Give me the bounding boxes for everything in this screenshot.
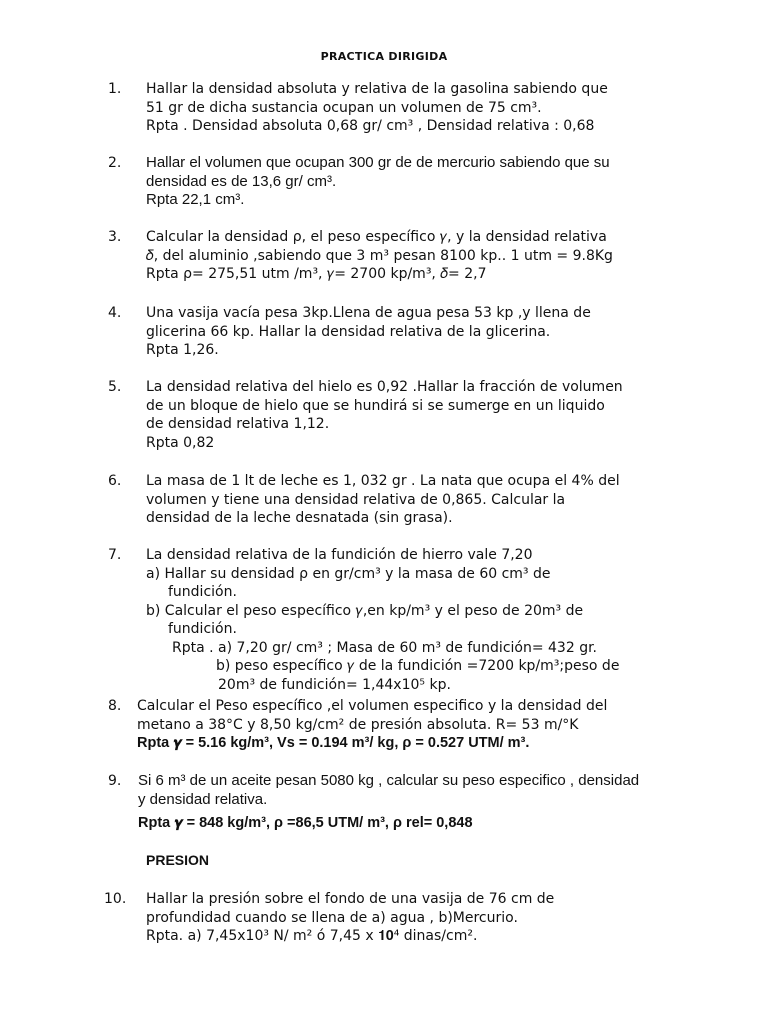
problem-text-line: Calcular la densidad ρ, el peso específico 𝛾, y la densidad relativa: [146, 229, 607, 245]
answer-line: Rpta . a) 7,20 gr/ cm³ ; Masa de 60 m³ de fundición= 432 gr.: [172, 639, 598, 656]
problem-number: 9.: [108, 773, 122, 789]
subquestion-b-continuation: fundición.: [168, 621, 237, 637]
problem-text-line: Hallar la densidad absoluta y relativa de la gasolina sabiendo que: [146, 81, 608, 97]
problem-number: 5.: [108, 379, 122, 395]
answer-line: Rpta 1,26.: [146, 342, 219, 358]
answer-line: 20m³ de fundición= 1,44x10⁵ kp.: [218, 676, 451, 693]
problem-text-line: Si 6 m³ de un aceite pesan 5080 kg , calcular su peso especifico , densidad: [138, 772, 640, 789]
answer-line: Rpta ρ= 275,51 utm /m³, 𝛾= 2700 kp/m³, 𝛿= 2,7: [146, 266, 487, 282]
problem-number: 1.: [108, 81, 122, 97]
problem-text-line: glicerina 66 kp. Hallar la densidad relativa de la glicerina.: [146, 323, 551, 340]
problem-number: 8.: [108, 698, 122, 714]
answer-line: Rpta 𝜸 = 5.16 kg/m³, Vs = 0.194 m³/ kg, ρ = 0.527 UTM/ m³.: [137, 735, 530, 751]
problem-text-line: Hallar el volumen que ocupan 300 gr de de mercurio sabiendo que su: [146, 154, 610, 171]
problem-text-line: Una vasija vacía pesa 3kp.Llena de agua pesa 53 kp ,y llena de: [146, 305, 591, 321]
answer-line: Rpta 0,82: [146, 434, 215, 451]
answer-line: Rpta 𝜸 = 848 kg/m³, ρ =86,5 UTM/ m³, ρ rel= 0,848: [138, 815, 473, 831]
problem-text-line: La densidad relativa de la fundición de hierro vale 7,20: [146, 547, 533, 563]
problem-number: 7.: [108, 547, 122, 563]
problem-text-line: La densidad relativa del hielo es 0,92 .Hallar la fracción de volumen: [146, 379, 623, 395]
problem-number: 4.: [108, 305, 122, 321]
problem-text-line: 51 gr de dicha sustancia ocupan un volumen de 75 cm³.: [146, 99, 542, 116]
answer-line: Rpta . Densidad absoluta 0,68 gr/ cm³ , Densidad relativa : 0,68: [146, 118, 595, 134]
page-title: PRACTICA DIRIGIDA: [320, 50, 448, 63]
problem-7: [108, 546, 668, 696]
problem-text-line: Hallar la presión sobre el fondo de una vasija de 76 cm de: [146, 891, 555, 907]
subquestion-a-continuation: fundición.: [168, 584, 237, 600]
problem-text-line: y densidad relativa.: [138, 790, 268, 808]
answer-line: Rpta. a) 7,45x10³ N/ m² ó 7,45 x 𝟏𝟎⁴ dinas/cm².: [146, 928, 478, 944]
section-heading: PRESION: [146, 852, 210, 868]
problem-number: 2.: [108, 155, 122, 171]
subquestion-a: a) Hallar su densidad ρ en gr/cm³ y la masa de 60 cm³ de: [146, 565, 551, 582]
problem-number: 3.: [108, 229, 122, 245]
answer-line: b) peso específico 𝛾 de la fundición =7200 kp/m³;peso de: [216, 658, 620, 674]
answer-line: Rpta 22,1 cm³.: [146, 191, 245, 208]
problem-text-line: densidad de la leche desnatada (sin grasa).: [146, 510, 453, 526]
problem-text-line: de densidad relativa 1,12.: [146, 416, 330, 432]
problem-number: 6.: [108, 473, 122, 489]
problem-text-line: profundidad cuando se llena de a) agua , b)Mercurio.: [146, 909, 518, 926]
problem-text-line: densidad es de 13,6 gr/ cm³.: [146, 172, 337, 190]
problem-text-line: La masa de 1 lt de leche es 1, 032 gr . La nata que ocupa el 4% del: [146, 473, 620, 489]
problem-text-line: 𝛿, del aluminio ,sabiendo que 3 m³ pesan 8100 kp.. 1 utm = 9.8Kg: [146, 247, 613, 264]
problem-number: 10.: [104, 891, 127, 907]
problem-text-line: metano a 38°C y 8,50 kg/cm² de presión absoluta. R= 53 m/°K: [137, 716, 579, 733]
problem-text-line: Calcular el Peso específico ,el volumen especifico y la densidad del: [137, 698, 608, 714]
problem-text-line: de un bloque de hielo que se hundirá si se sumerge en un liquido: [146, 397, 605, 414]
problem-text-line: volumen y tiene una densidad relativa de 0,865. Calcular la: [146, 491, 566, 508]
subquestion-b: b) Calcular el peso específico 𝛾,en kp/m³ y el peso de 20m³ de: [146, 602, 584, 619]
